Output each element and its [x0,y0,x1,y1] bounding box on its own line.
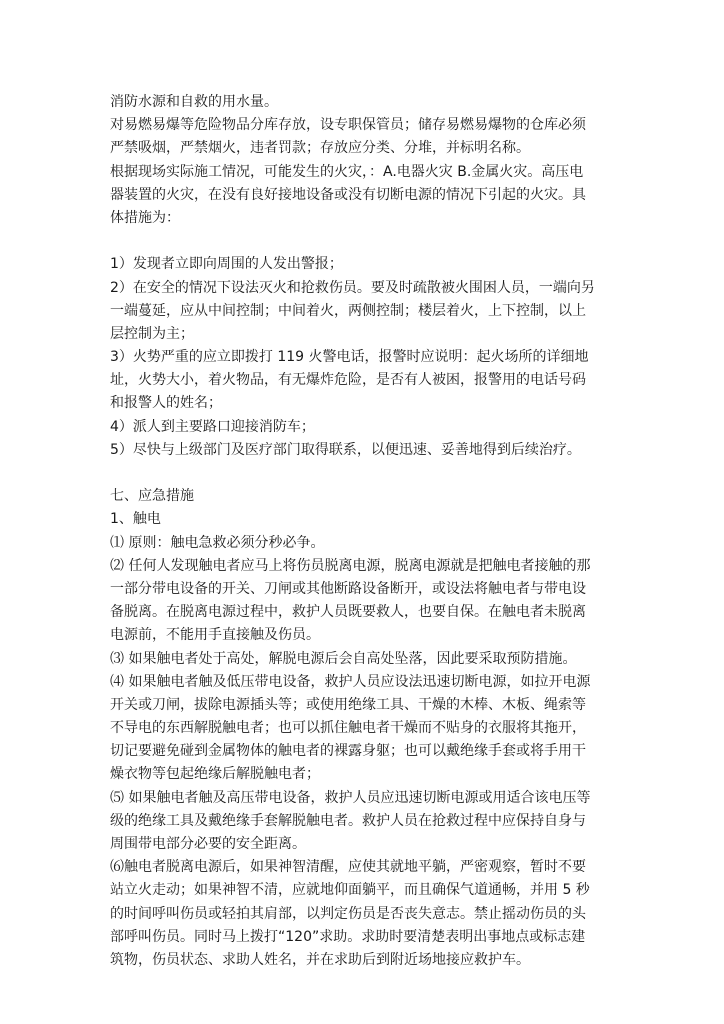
text-line: ⑹触电者脱离电源后，如果神智清醒，应使其就地平躺，严密观察，暂时不要 [110,859,586,876]
document-page [110,91,612,972]
text-line: 的时间呼叫伤员或轻拍其肩部，以判定伤员是否丧失意志。禁止摇动伤员的头 [110,905,586,922]
text-line: 部呼叫伤员。同时马上拨打“120”求助。求助时要清楚表明出事地点或标志建 [110,928,586,945]
text-line: 一端蔓延，应从中间控制；中间着火，两侧控制；楼层着火，上下控制，以上 [110,302,586,319]
text-line: 体措施为： [110,209,180,226]
text-line: ⑸ 如果触电者触及高压带电设备，救护人员应迅速切断电源或用适合该电压等 [110,789,591,806]
text-line: 筑物，伤员状态、求助人姓名，并在求助后到附近场地接应救护车。 [110,951,530,968]
text-line: 周围带电部分必要的安全距离。 [110,836,306,852]
text-line: 根据现场实际施工情况，可能发生的火灾，：A.电器火灾 B.金属火灾。高压电 [110,163,584,180]
text-line: 址，火势大小，着火物品，有无爆炸危险，是否有人被困，报警用的电话号码 [110,372,586,389]
text-line: 1）发现者立即向周围的人发出警报； [110,256,343,273]
text-line: 2）在安全的情况下设法灭火和抢救伤员。要及时疏散被火围困人员，一端向另 [110,279,595,296]
text-line: 4）派人到主要路口迎接消防车； [110,418,315,435]
section-heading: 七、应急措施 [110,488,194,505]
text-line: 燥衣物等包起绝缘后解脱触电者； [110,766,320,783]
text-line: 层控制为主； [110,325,194,342]
text-line: 一部分带电设备的开关、刀闸或其他断路设备断开，或设法将触电者与带电设 [110,580,586,597]
text-line: 5）尽快与上级部门及医疗部门取得联系，以便迅速、妥善地得到后续治疗。 [110,441,581,458]
text-line: ⑴ 原则：触电急救必须分秒必争。 [110,534,325,551]
subsection-heading: 1、触电 [110,511,161,528]
text-line: 切记要避免碰到金属物体的触电者的裸露身躯；也可以戴绝缘手套或将手用干 [110,743,586,760]
blank-line [110,462,612,485]
text-line: ⑶ 如果触电者处于高处，解脱电源后会自高处坠落，因此要采取预防措施。 [110,650,577,667]
text-line: 对易燃易爆等危险物品分库存放，设专职保管员；储存易燃易爆物的仓库必须 [110,117,586,134]
text-line: 消防水源和自救的用水量。 [110,94,278,110]
text-line: 站立火走动；如果神智不清，应就地仰面躺平，而且确保气道通畅，并用 5 秒 [110,882,590,899]
text-line: 开关或刀闸，拔除电源插头等；或使用绝缘工具、干燥的木棒、木板、绳索等 [110,696,586,713]
text-line: 器装置的火灾，在没有良好接地设备或没有切断电源的情况下引起的火灾。具 [110,186,586,203]
text-line: 电源前，不能用手直接触及伤员。 [110,627,320,644]
text-line: 不导电的东西解脱触电者；也可以抓住触电者干燥而不贴身的衣服将其拖开， [110,720,586,737]
text-line: 备脱离。在脱离电源过程中，救护人员既要救人，也要自保。在触电者未脱离 [110,604,586,621]
text-line: 3）火势严重的应立即拨打 119 火警电话，报警时应说明：起火场所的详细地 [110,349,589,366]
text-line: 和报警人的姓名； [110,395,222,412]
text-line: 级的绝缘工具及戴绝缘手套解脱触电者。救护人员在抢救过程中应保持自身与 [110,812,586,829]
blank-line [110,230,612,253]
text-line: ⑷ 如果触电者触及低压带电设备，救护人员应设法迅速切断电源，如拉开电源 [110,673,591,690]
text-line: 严禁吸烟，严禁烟火，违者罚款；存放应分类、分堆，并标明名称。 [110,140,530,157]
text-line: ⑵ 任何人发现触电者应马上将伤员脱离电源，脱离电源就是把触电者接触的那 [110,557,591,574]
